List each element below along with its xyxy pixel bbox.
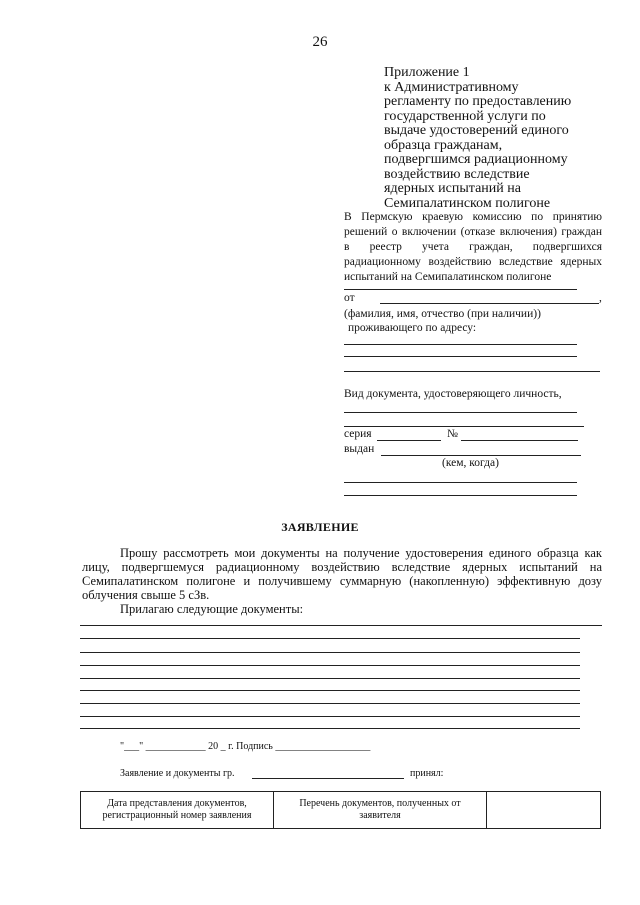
id-doc-line[interactable] [344,412,577,413]
addressee-text: В Пермскую краевую комиссию по принятию решений о включении (отказе включения) граждан в реестр учета граждан, подвергшихся радиационному воздействию вследствие ядерных испытаний на Семипалатинском полигоне [344,211,602,283]
from-label: от [344,292,355,304]
attachment-line[interactable] [80,690,580,691]
page-number: 26 [312,34,328,50]
date-signature-line: "___" ____________ 20 _ г. Подпись ___________________ [120,741,371,752]
document-title: ЗАЯВЛЕНИЕ [281,520,359,534]
attachment-line[interactable] [80,625,602,626]
number-label: № [447,428,458,440]
from-line[interactable] [380,303,599,304]
appendix-line: регламенту по предоставлению [384,94,572,109]
id-doc-line[interactable] [344,426,584,427]
issued-label: выдан [344,443,375,455]
issued-by-line[interactable] [344,495,577,496]
attachment-line[interactable] [80,728,580,729]
number-line[interactable] [461,440,578,441]
table-row [81,792,601,829]
attachment-line[interactable] [80,638,580,639]
fio-label: (фамилия, имя, отчество (при наличии)) [344,308,541,320]
attachment-line[interactable] [80,652,580,653]
issued-by-label: (кем, когда) [442,457,499,469]
issued-by-line[interactable] [344,482,577,483]
attachment-line[interactable] [80,703,580,704]
accepted-name-line[interactable] [252,778,404,779]
series-line[interactable] [377,440,441,441]
appendix-line: государственной услуги по [384,108,546,124]
application-body [82,546,602,616]
accepted-prefix: Заявление и документы гр. [120,768,235,779]
appendix-line: образца гражданам, [384,137,503,153]
appendix-line: ядерных испытаний на [384,181,521,196]
address-line[interactable] [344,344,577,345]
id-doc-label: Вид документа, удостоверяющего личность, [344,388,562,400]
appendix-line: Приложение 1 [384,65,470,80]
attachment-line[interactable] [80,665,580,666]
appendix-line: выдаче удостоверений единого [384,123,569,138]
appendix-line: воздействию вследствие [384,166,530,182]
appendix-line: к Административному [384,79,519,95]
table-cell-documents: Перечень документов, полученных от заявителя [274,792,487,829]
appendix-line: Семипалатинском полигоне [384,195,551,211]
blank-line[interactable] [344,289,577,290]
attachment-line[interactable] [80,678,580,679]
attachment-line[interactable] [80,716,580,717]
appendix-heading [384,66,624,211]
address-line[interactable] [344,371,600,372]
residing-label: проживающего по адресу: [348,322,477,334]
issued-line[interactable] [381,455,581,456]
receipt-table [80,791,601,829]
address-line[interactable] [344,356,577,357]
accepted-suffix: принял: [410,768,444,779]
appendix-line: подвергшимся радиационному [384,152,568,167]
request-paragraph: Прошу рассмотреть мои документы на получение удостоверения единого образца как лицу, подвергшемуся радиационному воздействию вследствие ядерных испытаний на Семипалатинском полигоне и получившему суммарную (накопленную) эффективную дозу облучения свыше 5 сЗв. [82,546,602,602]
table-cell-empty[interactable] [487,792,601,829]
series-label: серия [344,428,372,440]
table-cell-date: Дата представления документов, регистрационный номер заявления [81,792,274,829]
attach-label: Прилагаю следующие документы: [120,602,304,616]
from-comma: , [599,292,602,304]
